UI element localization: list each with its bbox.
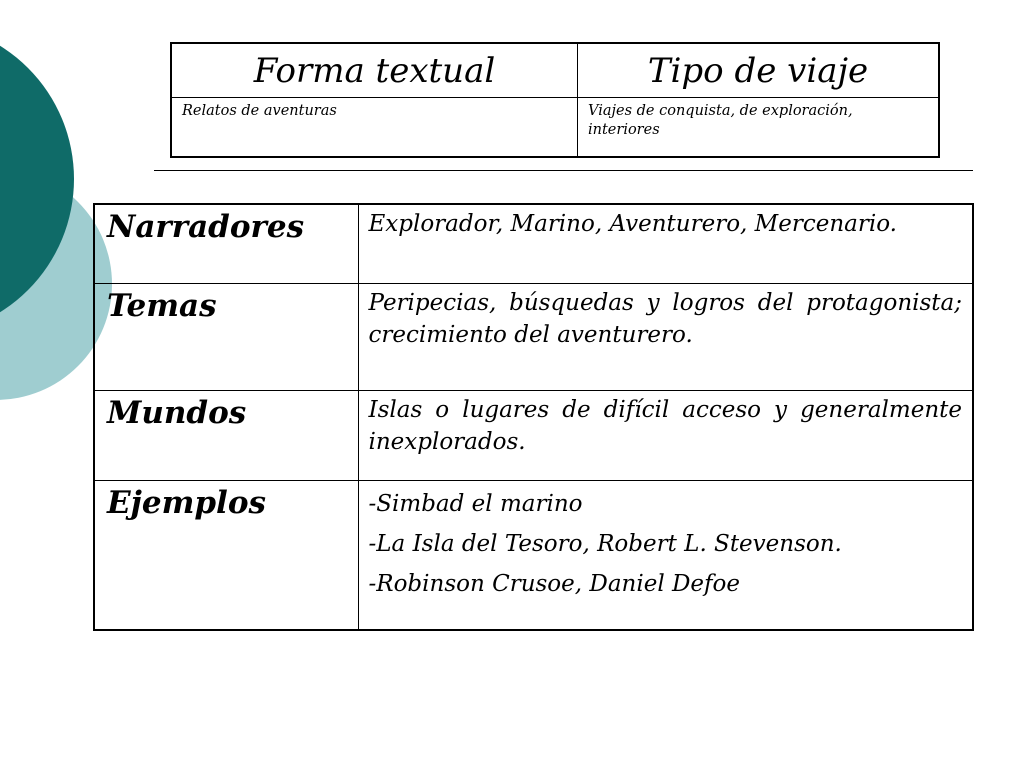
header-tipo-de-viaje: Tipo de viaje: [578, 43, 940, 98]
characteristics-table: [93, 203, 974, 631]
value-mundos: Islas o lugares de difícil acceso y generalmente inexplorados.: [358, 390, 973, 480]
table-header-row: [171, 43, 939, 98]
example-item: -Simbad el marino: [368, 490, 583, 517]
row-ejemplos: [94, 480, 973, 630]
travel-type-table: [170, 42, 940, 158]
example-item: -Robinson Crusoe, Daniel Defoe: [368, 570, 741, 597]
header-forma-textual: Forma textual: [171, 43, 578, 98]
value-narradores: Explorador, Marino, Aventurero, Mercenario.: [358, 204, 973, 283]
divider-line: [154, 170, 973, 171]
label-mundos: Mundos: [94, 390, 358, 480]
label-temas: Temas: [94, 283, 358, 390]
example-item: -La Isla del Tesoro, Robert L. Stevenson.: [368, 530, 842, 557]
label-narradores: Narradores: [94, 204, 358, 283]
table-row: [171, 98, 939, 158]
cell-forma-textual: Relatos de aventuras: [171, 98, 578, 158]
value-ejemplos: [358, 480, 973, 630]
cell-tipo-de-viaje: Viajes de conquista, de exploración, interiores: [578, 98, 940, 158]
row-mundos: [94, 390, 973, 480]
row-temas: [94, 283, 973, 390]
row-narradores: [94, 204, 973, 283]
value-temas: Peripecias, búsquedas y logros del protagonista; crecimiento del aventurero.: [358, 283, 973, 390]
label-ejemplos: Ejemplos: [94, 480, 358, 630]
